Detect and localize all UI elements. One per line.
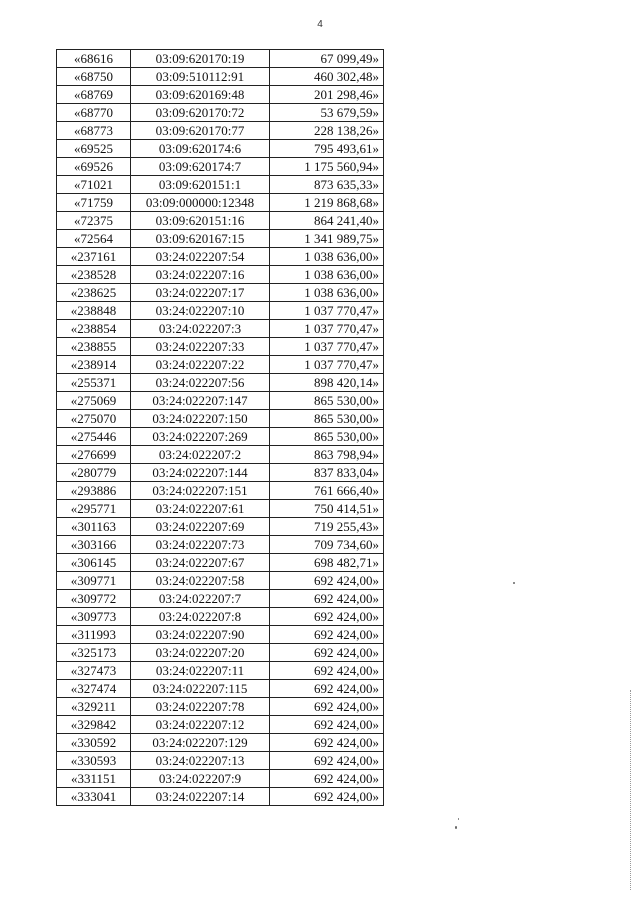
record-number-cell: «275069: [57, 392, 131, 410]
record-number-cell: «327474: [57, 680, 131, 698]
record-number-cell: «238914: [57, 356, 131, 374]
table-row: [57, 284, 384, 302]
cadastral-number-cell: 03:24:022207:129: [131, 734, 270, 752]
table-row: [57, 626, 384, 644]
table-row: [57, 104, 384, 122]
cadastral-value-cell: 698 482,71»: [270, 554, 384, 572]
cadastral-value-cell: 67 099,49»: [270, 50, 384, 68]
cadastral-value-cell: 692 424,00»: [270, 590, 384, 608]
table-row: [57, 716, 384, 734]
cadastral-value-cell: 1 038 636,00»: [270, 284, 384, 302]
cadastral-number-cell: 03:09:620169:48: [131, 86, 270, 104]
record-number-cell: «275446: [57, 428, 131, 446]
cadastral-value-cell: 692 424,00»: [270, 770, 384, 788]
cadastral-number-cell: 03:24:022207:9: [131, 770, 270, 788]
cadastral-value-cell: 53 679,59»: [270, 104, 384, 122]
record-number-cell: «69525: [57, 140, 131, 158]
cadastral-number-cell: 03:09:510112:91: [131, 68, 270, 86]
scan-speck: [458, 818, 459, 820]
table-row: [57, 140, 384, 158]
table-row: [57, 176, 384, 194]
cadastral-number-cell: 03:24:022207:58: [131, 572, 270, 590]
cadastral-number-cell: 03:24:022207:147: [131, 392, 270, 410]
cadastral-number-cell: 03:24:022207:13: [131, 752, 270, 770]
cadastral-number-cell: 03:24:022207:7: [131, 590, 270, 608]
table-row: [57, 644, 384, 662]
table-row: [57, 446, 384, 464]
record-number-cell: «327473: [57, 662, 131, 680]
table-row: [57, 608, 384, 626]
cadastral-number-cell: 03:24:022207:20: [131, 644, 270, 662]
cadastral-number-cell: 03:24:022207:33: [131, 338, 270, 356]
cadastral-value-cell: 865 530,00»: [270, 392, 384, 410]
record-number-cell: «72564: [57, 230, 131, 248]
record-number-cell: «255371: [57, 374, 131, 392]
record-number-cell: «309773: [57, 608, 131, 626]
record-number-cell: «275070: [57, 410, 131, 428]
cadastral-number-cell: 03:24:022207:90: [131, 626, 270, 644]
cadastral-value-cell: 873 635,33»: [270, 176, 384, 194]
record-number-cell: «238528: [57, 266, 131, 284]
record-number-cell: «295771: [57, 500, 131, 518]
cadastral-value-cell: 692 424,00»: [270, 608, 384, 626]
record-number-cell: «329842: [57, 716, 131, 734]
cadastral-value-cell: 1 341 989,75»: [270, 230, 384, 248]
record-number-cell: «301163: [57, 518, 131, 536]
cadastral-number-cell: 03:24:022207:56: [131, 374, 270, 392]
cadastral-number-cell: 03:24:022207:269: [131, 428, 270, 446]
table-row: [57, 572, 384, 590]
record-number-cell: «68773: [57, 122, 131, 140]
record-number-cell: «238625: [57, 284, 131, 302]
cadastral-number-cell: 03:24:022207:144: [131, 464, 270, 482]
cadastral-value-cell: 692 424,00»: [270, 698, 384, 716]
record-number-cell: «238855: [57, 338, 131, 356]
scan-edge-line: [630, 690, 632, 890]
cadastral-number-cell: 03:24:022207:78: [131, 698, 270, 716]
cadastral-value-cell: 795 493,61»: [270, 140, 384, 158]
cadastral-value-cell: 1 037 770,47»: [270, 356, 384, 374]
table-row: [57, 158, 384, 176]
table-row: [57, 428, 384, 446]
table-row: [57, 194, 384, 212]
table-row: [57, 662, 384, 680]
cadastral-value-cell: 719 255,43»: [270, 518, 384, 536]
cadastral-number-cell: 03:24:022207:16: [131, 266, 270, 284]
cadastral-value-cell: 692 424,00»: [270, 662, 384, 680]
table-row: [57, 374, 384, 392]
cadastral-value-cell: 692 424,00»: [270, 752, 384, 770]
table-row: [57, 482, 384, 500]
cadastral-value-table: [56, 49, 384, 806]
record-number-cell: «325173: [57, 644, 131, 662]
cadastral-table-container: [56, 49, 384, 806]
cadastral-value-cell: 863 798,94»: [270, 446, 384, 464]
cadastral-value-cell: 228 138,26»: [270, 122, 384, 140]
cadastral-value-cell: 692 424,00»: [270, 716, 384, 734]
cadastral-number-cell: 03:24:022207:150: [131, 410, 270, 428]
cadastral-value-cell: 692 424,00»: [270, 788, 384, 806]
table-row: [57, 230, 384, 248]
record-number-cell: «238854: [57, 320, 131, 338]
cadastral-value-cell: 837 833,04»: [270, 464, 384, 482]
cadastral-value-cell: 692 424,00»: [270, 644, 384, 662]
table-row: [57, 320, 384, 338]
record-number-cell: «68616: [57, 50, 131, 68]
cadastral-number-cell: 03:24:022207:73: [131, 536, 270, 554]
table-row: [57, 734, 384, 752]
cadastral-number-cell: 03:09:000000:12348: [131, 194, 270, 212]
table-row: [57, 68, 384, 86]
table-row: [57, 698, 384, 716]
cadastral-number-cell: 03:09:620167:15: [131, 230, 270, 248]
record-number-cell: «306145: [57, 554, 131, 572]
cadastral-value-cell: 1 175 560,94»: [270, 158, 384, 176]
table-row: [57, 410, 384, 428]
table-row: [57, 302, 384, 320]
cadastral-number-cell: 03:24:022207:17: [131, 284, 270, 302]
record-number-cell: «276699: [57, 446, 131, 464]
cadastral-value-cell: 1 038 636,00»: [270, 248, 384, 266]
table-row: [57, 536, 384, 554]
cadastral-value-cell: 692 424,00»: [270, 680, 384, 698]
record-number-cell: «293886: [57, 482, 131, 500]
cadastral-value-cell: 692 424,00»: [270, 734, 384, 752]
table-row: [57, 86, 384, 104]
table-row: [57, 338, 384, 356]
cadastral-number-cell: 03:24:022207:8: [131, 608, 270, 626]
table-row: [57, 50, 384, 68]
cadastral-number-cell: 03:24:022207:14: [131, 788, 270, 806]
record-number-cell: «237161: [57, 248, 131, 266]
cadastral-value-cell: 709 734,60»: [270, 536, 384, 554]
cadastral-number-cell: 03:24:022207:3: [131, 320, 270, 338]
cadastral-number-cell: 03:24:022207:54: [131, 248, 270, 266]
table-row: [57, 392, 384, 410]
cadastral-number-cell: 03:24:022207:12: [131, 716, 270, 734]
table-row: [57, 212, 384, 230]
table-row: [57, 752, 384, 770]
table-row: [57, 464, 384, 482]
table-row: [57, 122, 384, 140]
cadastral-number-cell: 03:24:022207:61: [131, 500, 270, 518]
cadastral-value-cell: 692 424,00»: [270, 626, 384, 644]
cadastral-value-cell: 201 298,46»: [270, 86, 384, 104]
cadastral-value-cell: 1 037 770,47»: [270, 338, 384, 356]
record-number-cell: «309771: [57, 572, 131, 590]
page-number: 4: [317, 19, 323, 30]
cadastral-number-cell: 03:24:022207:151: [131, 482, 270, 500]
cadastral-value-cell: 460 302,48»: [270, 68, 384, 86]
record-number-cell: «68750: [57, 68, 131, 86]
record-number-cell: «238848: [57, 302, 131, 320]
record-number-cell: «71021: [57, 176, 131, 194]
cadastral-value-cell: 898 420,14»: [270, 374, 384, 392]
table-row: [57, 248, 384, 266]
cadastral-value-cell: 761 666,40»: [270, 482, 384, 500]
cadastral-value-cell: 1 037 770,47»: [270, 302, 384, 320]
table-row: [57, 518, 384, 536]
record-number-cell: «68770: [57, 104, 131, 122]
table-row: [57, 356, 384, 374]
cadastral-number-cell: 03:09:620174:7: [131, 158, 270, 176]
cadastral-number-cell: 03:24:022207:10: [131, 302, 270, 320]
cadastral-number-cell: 03:24:022207:22: [131, 356, 270, 374]
scan-speck: [455, 826, 457, 829]
cadastral-value-cell: 692 424,00»: [270, 572, 384, 590]
cadastral-value-cell: 1 037 770,47»: [270, 320, 384, 338]
record-number-cell: «309772: [57, 590, 131, 608]
cadastral-number-cell: 03:09:620174:6: [131, 140, 270, 158]
cadastral-value-cell: 864 241,40»: [270, 212, 384, 230]
table-row: [57, 500, 384, 518]
record-number-cell: «71759: [57, 194, 131, 212]
cadastral-number-cell: 03:24:022207:11: [131, 662, 270, 680]
table-row: [57, 770, 384, 788]
table-row: [57, 554, 384, 572]
table-body: [57, 50, 384, 806]
cadastral-number-cell: 03:24:022207:115: [131, 680, 270, 698]
cadastral-number-cell: 03:09:620170:19: [131, 50, 270, 68]
cadastral-number-cell: 03:24:022207:2: [131, 446, 270, 464]
table-row: [57, 680, 384, 698]
record-number-cell: «311993: [57, 626, 131, 644]
cadastral-number-cell: 03:09:620151:16: [131, 212, 270, 230]
table-row: [57, 590, 384, 608]
record-number-cell: «280779: [57, 464, 131, 482]
record-number-cell: «331151: [57, 770, 131, 788]
record-number-cell: «68769: [57, 86, 131, 104]
cadastral-number-cell: 03:24:022207:69: [131, 518, 270, 536]
cadastral-value-cell: 1 038 636,00»: [270, 266, 384, 284]
cadastral-number-cell: 03:09:620151:1: [131, 176, 270, 194]
scan-speck: [513, 582, 515, 584]
cadastral-number-cell: 03:09:620170:72: [131, 104, 270, 122]
cadastral-value-cell: 865 530,00»: [270, 428, 384, 446]
cadastral-number-cell: 03:24:022207:67: [131, 554, 270, 572]
record-number-cell: «330593: [57, 752, 131, 770]
record-number-cell: «72375: [57, 212, 131, 230]
record-number-cell: «330592: [57, 734, 131, 752]
cadastral-value-cell: 750 414,51»: [270, 500, 384, 518]
cadastral-number-cell: 03:09:620170:77: [131, 122, 270, 140]
cadastral-value-cell: 865 530,00»: [270, 410, 384, 428]
table-row: [57, 266, 384, 284]
cadastral-value-cell: 1 219 868,68»: [270, 194, 384, 212]
table-row: [57, 788, 384, 806]
record-number-cell: «303166: [57, 536, 131, 554]
record-number-cell: «333041: [57, 788, 131, 806]
record-number-cell: «69526: [57, 158, 131, 176]
record-number-cell: «329211: [57, 698, 131, 716]
